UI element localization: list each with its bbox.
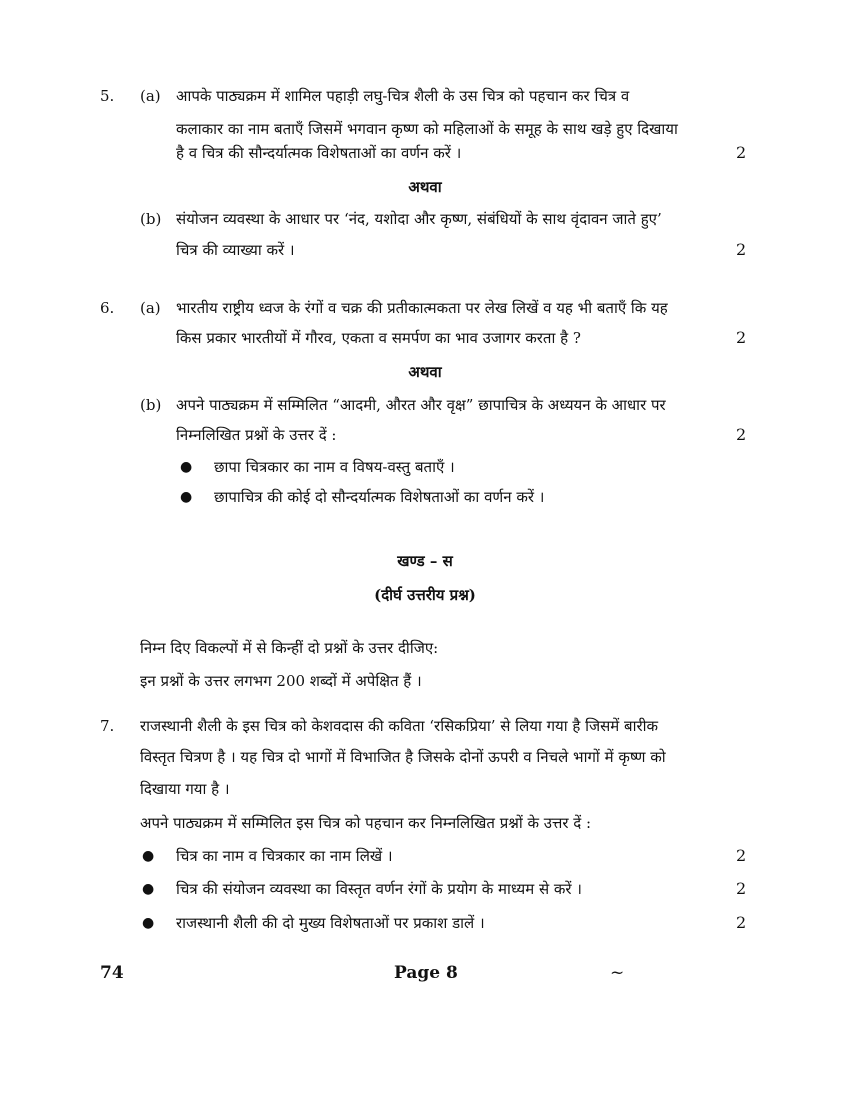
question-text: अपने पाठ्यक्रम में सम्मिलित “आदमी, औरत और वृक्ष” छापाचित्र के अध्ययन के आधार पर (176, 396, 666, 414)
question-text: निम्नलिखित प्रश्नों के उत्तर दें : (176, 426, 337, 444)
bullet-text: छापाचित्र की कोई दो सौन्दर्यात्मक विशेषताओं का वर्णन करें । (214, 488, 545, 506)
bullet-text: राजस्थानी शैली की दो मुख्य विशेषताओं पर प्रकाश डालें । (176, 914, 485, 932)
question-text: है व चित्र की सौन्दर्यात्मक विशेषताओं का वर्णन करें । (176, 144, 462, 162)
question-number: 5. (100, 87, 115, 105)
question-text: विस्तृत चित्रण है । यह चित्र दो भागों में विभाजित है जिसके दोनों ऊपरी व निचले भागों में कृष्ण को (140, 748, 666, 766)
bullet-icon: ● (180, 459, 193, 475)
question-text: आपके पाठ्यक्रम में शामिल पहाड़ी लघु-चित्र शैली के उस चित्र को पहचान कर चित्र व (176, 87, 630, 105)
question-text: राजस्थानी शैली के इस चित्र को केशवदास की कविता ‘रसिकप्रिया’ से लिया गया है जिसमें बारीक (140, 717, 659, 735)
question-text: दिखाया गया है । (140, 780, 230, 798)
question-number: 6. (100, 299, 115, 317)
page-number: Page 8 (394, 963, 458, 983)
paper-code: 74 (100, 963, 124, 983)
question-number: 7. (100, 717, 115, 735)
marks: 2 (736, 879, 747, 898)
question-prompt: अपने पाठ्यक्रम में सम्मिलित इस चित्र को पहचान कर निम्नलिखित प्रश्नों के उत्तर दें : (140, 814, 592, 832)
question-text: किस प्रकार भारतीयों में गौरव, एकता व समर्पण का भाव उजागर करता है ? (176, 329, 581, 347)
question-text: संयोजन व्यवस्था के आधार पर ‘नंद, यशोदा और कृष्ण, संबंधियों के साथ वृंदावन जाते हुए’ (176, 210, 662, 228)
bullet-icon: ● (142, 848, 155, 864)
marks: 2 (736, 846, 747, 865)
footer-mark: ~ (610, 963, 625, 983)
section-instruction: निम्न दिए विकल्पों में से किन्हीं दो प्रश्नों के उत्तर दीजिए: (140, 639, 439, 657)
question-text: चित्र की व्याख्या करें । (176, 241, 295, 259)
question-text: भारतीय राष्ट्रीय ध्वज के रंगों व चक्र की प्रतीकात्मकता पर लेख लिखें व यह भी बताएँ कि यह (176, 299, 668, 317)
bullet-text: चित्र का नाम व चित्रकार का नाम लिखें । (176, 847, 393, 865)
subquestion-label: (b) (140, 396, 162, 414)
bullet-icon: ● (142, 915, 155, 931)
bullet-icon: ● (180, 489, 193, 505)
subquestion-label: (a) (140, 87, 161, 105)
section-title: खण्ड – स (397, 552, 453, 570)
section-subtitle: (दीर्घ उत्तरीय प्रश्न) (374, 586, 476, 604)
marks: 2 (736, 425, 747, 444)
marks: 2 (736, 913, 747, 932)
bullet-icon: ● (142, 881, 155, 897)
or-divider: अथवा (408, 363, 442, 381)
bullet-text: छापा चित्रकार का नाम व विषय-वस्तु बताएँ । (214, 458, 455, 476)
subquestion-label: (a) (140, 299, 161, 317)
marks: 2 (736, 240, 747, 259)
or-divider: अथवा (408, 178, 442, 196)
marks: 2 (736, 143, 747, 162)
subquestion-label: (b) (140, 210, 162, 228)
question-text: कलाकार का नाम बताएँ जिसमें भगवान कृष्ण को महिलाओं के समूह के साथ खड़े हुए दिखाया (176, 120, 678, 138)
bullet-text: चित्र की संयोजन व्यवस्था का विस्तृत वर्णन रंगों के प्रयोग के माध्यम से करें । (176, 880, 582, 898)
marks: 2 (736, 328, 747, 347)
section-instruction: इन प्रश्नों के उत्तर लगभग 200 शब्दों में अपेक्षित हैं । (140, 672, 422, 690)
